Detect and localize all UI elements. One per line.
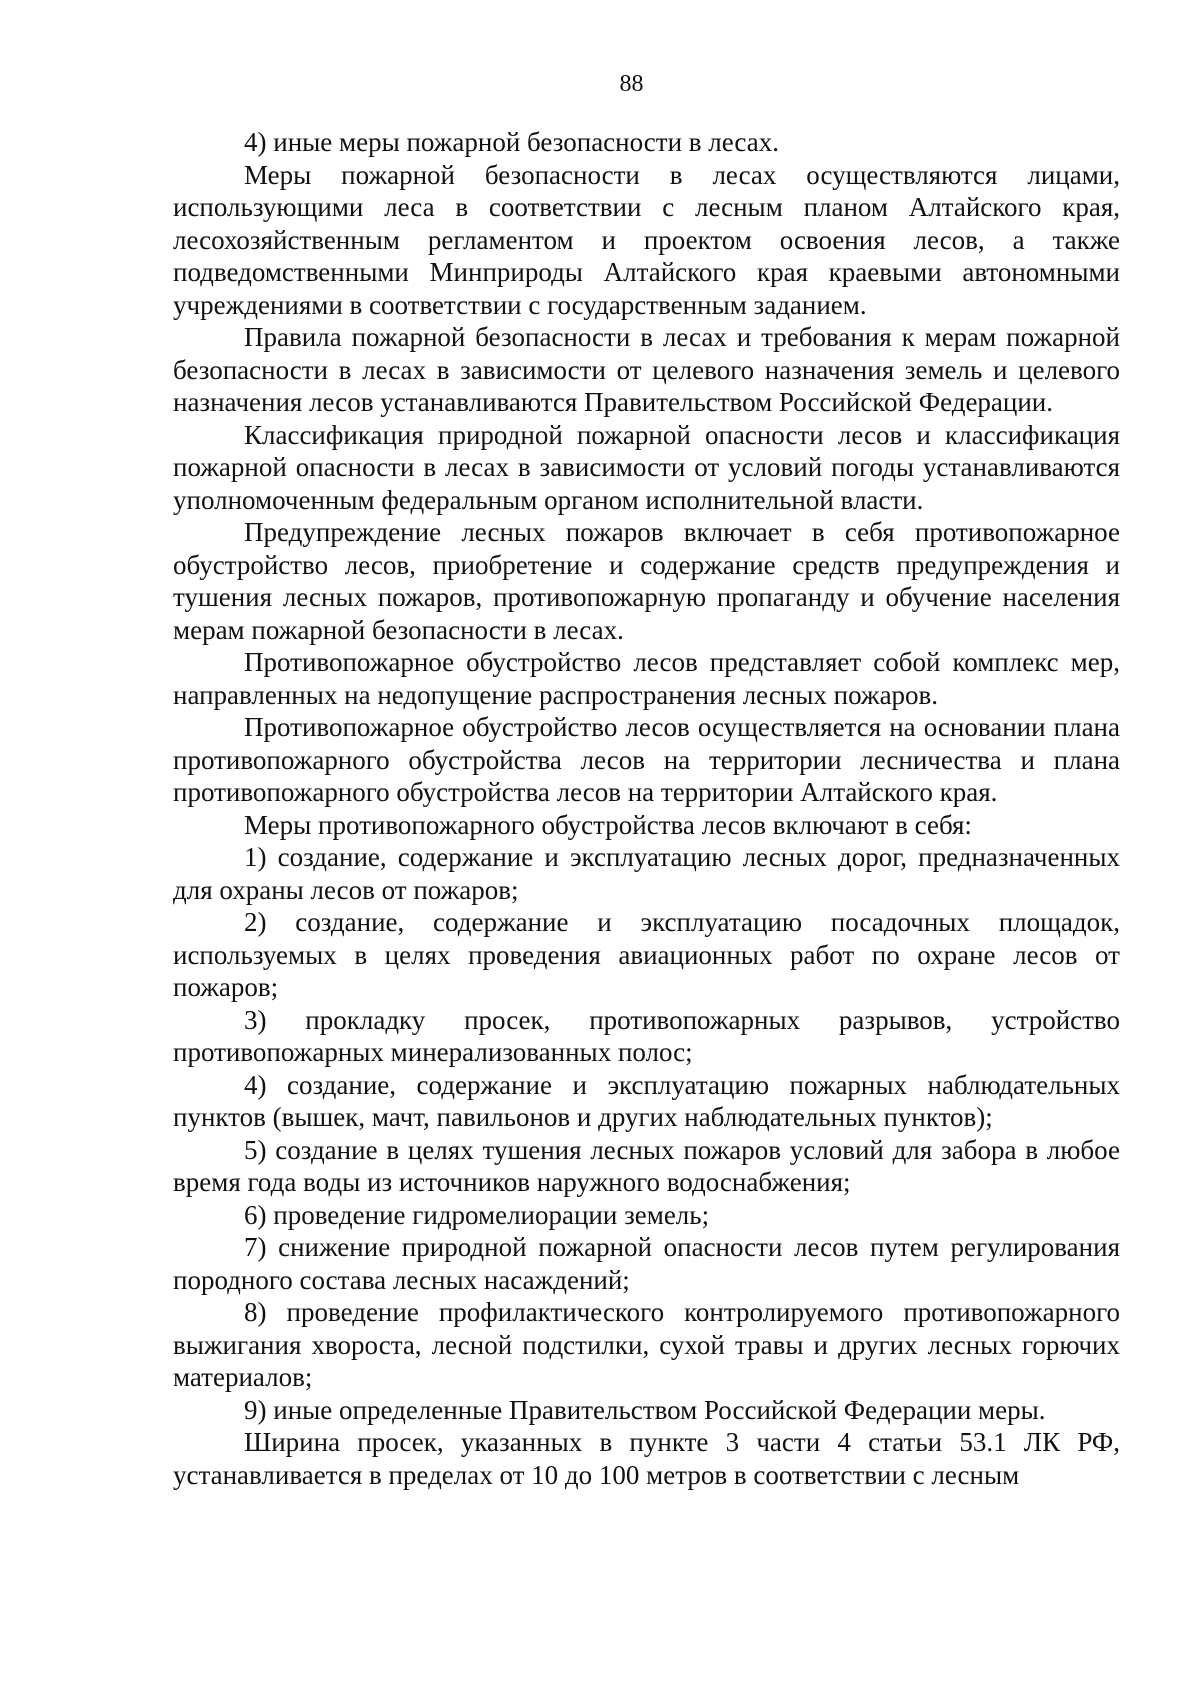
paragraph-fire-arrangement-definition: Противопожарное обустройство лесов представляет собой комплекс мер, направленных на недопущение распространения лесных пожаров. — [173, 647, 1120, 710]
paragraph-clearing-width: Ширина просек, указанных в пункте 3 части 4 статьи 53.1 ЛК РФ, устанавливается в пределах от 10 до 100 метров в соответствии с лесным — [173, 1427, 1120, 1490]
list-item-7: 7) снижение природной пожарной опасности лесов путем регулирования породного состава лесных насаждений; — [173, 1232, 1120, 1295]
list-item-3: 3) прокладку просек, противопожарных разрывов, устройство противопожарных минерализованных полос; — [173, 1004, 1120, 1067]
list-item-6: 6) проведение гидромелиорации земель; — [244, 1199, 710, 1230]
paragraph-fire-arrangement-plan: Противопожарное обустройство лесов осуществляется на основании плана противопожарного обустройства лесов на территории лесничества и плана противопожарного обустройства лесов на территории Алтайского края. — [173, 712, 1120, 807]
paragraph-fire-prevention: Предупреждение лесных пожаров включает в себя противопожарное обустройство лесов, приобретение и содержание средств предупреждения и тушения лесных пожаров, противопожарную пропаганду и обучение населения мерам пожарной безопасности в лесах. — [173, 517, 1120, 645]
list-item-9: 9) иные определенные Правительством Российской Федерации меры. — [244, 1394, 1046, 1425]
paragraph-fire-safety-rules: Правила пожарной безопасности в лесах и требования к мерам пожарной безопасности в лесах в зависимости от целевого назначения земель и целевого назначения лесов устанавливаются Правительством Российской Федерации. — [173, 322, 1120, 417]
list-item-4: 4) создание, содержание и эксплуатацию пожарных наблюдательных пунктов (вышек, мачт, павильонов и других наблюдательных пунктов); — [173, 1069, 1120, 1132]
document-page — [173, 68, 1120, 1491]
paragraph-other-measures: 4) иные меры пожарной безопасности в лесах. — [244, 127, 779, 157]
page-number: 88 — [619, 71, 644, 97]
list-item-8: 8) проведение профилактического контролируемого противопожарного выжигания хвороста, лесной подстилки, сухой травы и других лесных горючих материалов; — [173, 1297, 1120, 1392]
paragraph-classification: Классификация природной пожарной опасности лесов и классификация пожарной опасности в лесах в зависимости от условий погоды устанавливаются уполномоченным федеральным органом исполнительной власти. — [173, 419, 1120, 515]
paragraph-fire-safety-measures: Меры пожарной безопасности в лесах осуществляются лицами, использующими леса в соответствии с лесным планом Алтайского края, лесохозяйственным регламентом и проектом освоения лесов, а также подведомственными Минприроды Алтайского края краевыми автономными учреждениями в соответствии с государственным заданием. — [173, 159, 1120, 320]
list-item-2: 2) создание, содержание и эксплуатацию посадочных площадок, используемых в целях проведения авиационных работ по охране лесов от пожаров; — [173, 907, 1120, 1002]
paragraph-measures-intro: Меры противопожарного обустройства лесов включают в себя: — [244, 809, 972, 840]
list-item-5: 5) создание в целях тушения лесных пожаров условий для забора в любое время года воды из источников наружного водоснабжения; — [173, 1134, 1120, 1197]
list-item-1: 1) создание, содержание и эксплуатацию лесных дорог, предназначенных для охраны лесов от пожаров; — [173, 842, 1120, 905]
